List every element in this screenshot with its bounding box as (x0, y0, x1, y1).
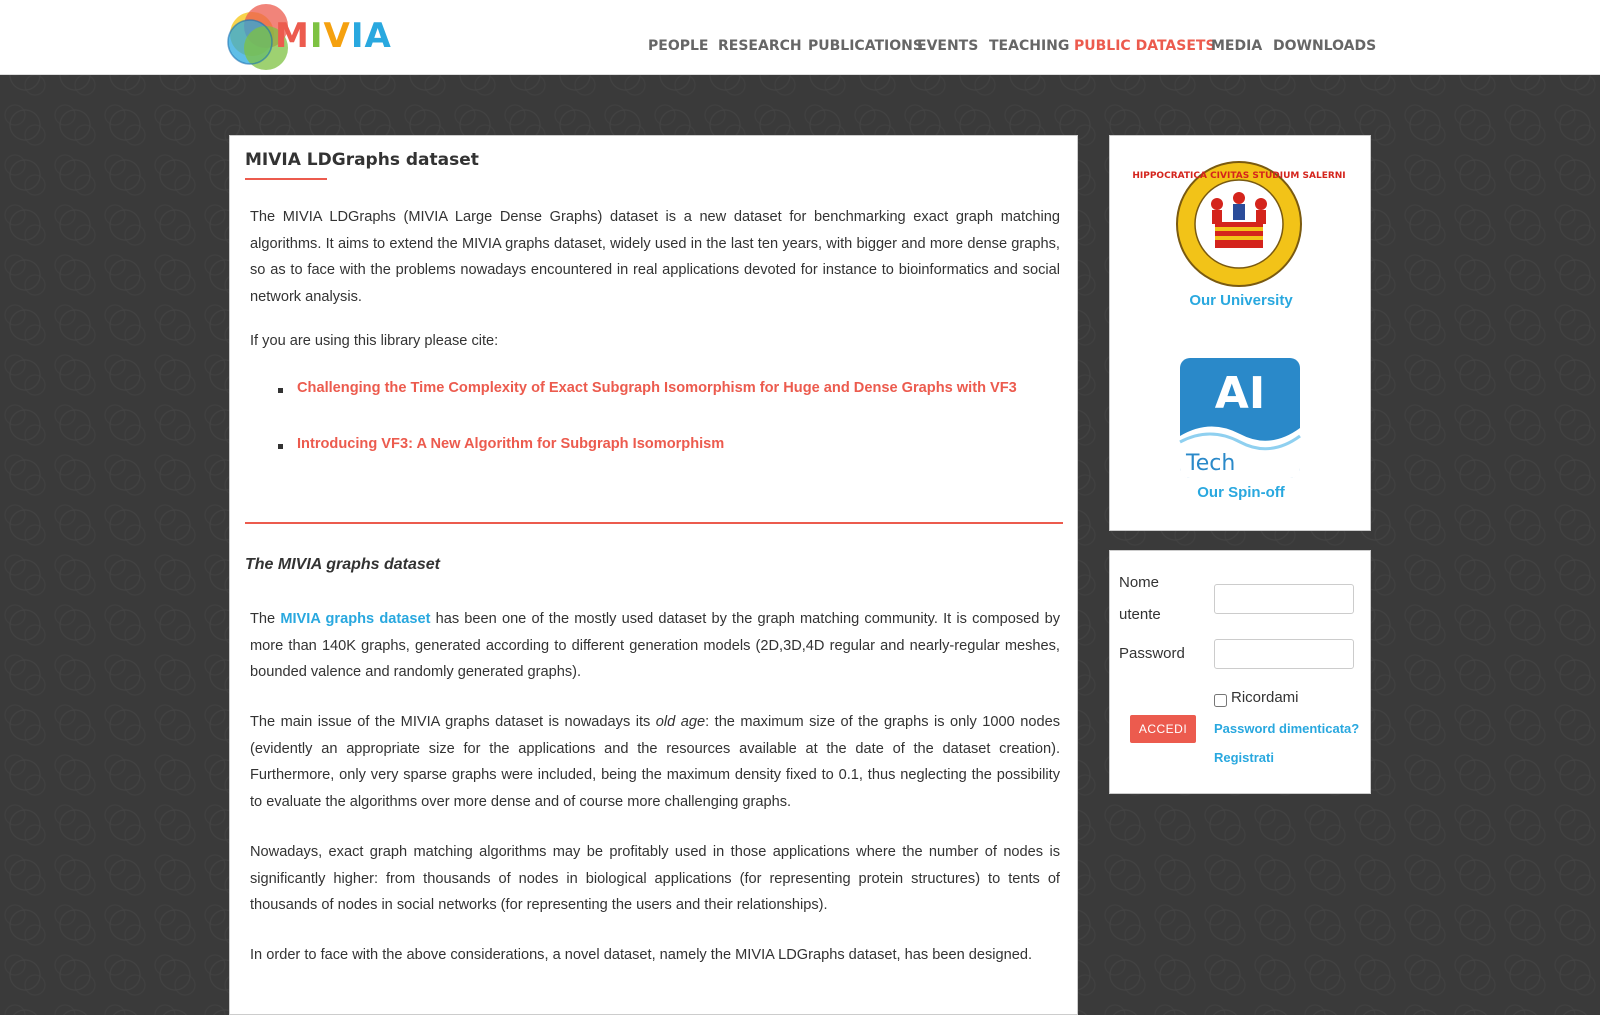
mivia-logo[interactable] (228, 2, 392, 72)
mivia-graphs-dataset-link[interactable]: MIVIA graphs dataset (280, 611, 431, 627)
nav-teaching[interactable]: TEACHING (989, 38, 1070, 54)
aitech-tech-text: Tech (1186, 451, 1236, 476)
password-input[interactable] (1214, 639, 1354, 669)
article-card (229, 135, 1078, 1015)
p2-emphasis: old age (655, 714, 706, 730)
aitech-logo-icon (1180, 358, 1300, 478)
university-seal[interactable] (1132, 160, 1346, 288)
top-bar (0, 0, 1600, 75)
username-label: Nome utente (1119, 574, 1161, 623)
university-seal-icon (1132, 160, 1346, 288)
login-button[interactable]: ACCEDI (1130, 715, 1196, 743)
citation-link-vf3-intro[interactable]: Introducing VF3: A New Algorithm for Subgraph Isomorphism (297, 436, 725, 452)
section-title: The MIVIA graphs dataset (245, 556, 440, 573)
nav-publications[interactable]: PUBLICATIONS (808, 38, 923, 54)
title-underline (245, 178, 327, 180)
p2-prefix: The main issue of the MIVIA graphs dataset is nowadays its (250, 714, 656, 730)
cite-prompt: If you are using this library please cite: (250, 333, 499, 349)
nav-people[interactable]: PEOPLE (648, 38, 709, 54)
forgot-password-link[interactable]: Password dimenticata? (1214, 721, 1360, 736)
our-university-link[interactable]: Our University (1189, 292, 1293, 309)
paragraph-conclusion: In order to face with the above considerations, a novel dataset, namely the MIVIA LDGraphs dataset, has been designed. (250, 947, 1033, 963)
register-link[interactable]: Registrati (1214, 750, 1274, 765)
p1-prefix: The (250, 611, 281, 627)
bullet-icon (278, 444, 283, 449)
nav-public-datasets[interactable]: PUBLIC DATASETS (1074, 38, 1216, 54)
citation-link-vf3-huge[interactable]: Challenging the Time Complexity of Exact Subgraph Isomorphism for Huge and Dense Graphs with VF3 (297, 380, 1017, 396)
bullet-icon (278, 388, 283, 393)
paragraph-old-age (250, 709, 1060, 815)
nav-downloads[interactable]: DOWNLOADS (1273, 38, 1377, 54)
section-divider (245, 522, 1063, 524)
nav-events[interactable]: EVENTS (917, 38, 979, 54)
aitech-logo[interactable] (1180, 358, 1300, 478)
aitech-ai-text: AI (1214, 368, 1266, 419)
remember-checkbox[interactable] (1214, 694, 1227, 707)
seal-text: HIPPOCRATICA CIVITAS STUDIUM SALERNI (1132, 171, 1346, 181)
paragraph-nowadays: Nowadays, exact graph matching algorithms may be profitably used in those applications where the number of nodes is significantly higher: from thousands of nodes in biological applications (for representing protein structures) to tents of thousands of nodes in social networks (for representing the users and their relationships). (250, 844, 1060, 913)
login-card (1109, 550, 1371, 794)
nav-research[interactable]: RESEARCH (718, 38, 802, 54)
article-title: MIVIA LDGraphs dataset (245, 150, 479, 170)
sidebar-links-card (1109, 135, 1371, 531)
logo-text: MIVIA (275, 16, 392, 56)
password-label: Password (1119, 645, 1185, 662)
intro-paragraph: The MIVIA LDGraphs (MIVIA Large Dense Graphs) dataset is a new dataset for benchmarking exact graph matching algorithms. It aims to extend the MIVIA graphs dataset, widely used in the last ten years, with bigger and more dense graphs, so as to face with the problems nowadays encountered in real applications devoted for instance to bioinformatics and social network analysis. (250, 209, 1060, 305)
p2-suffix: : the maximum size of the graphs is only 1000 nodes (evidently an appropriate size for the applications and the resources available at the date of the dataset creation). Furthermore, only very sparse graphs were included, being the maximum density fixed to 0.1, thus neglecting the possibility to evaluate the algorithms over more dense and of course more challenging graphs. (250, 714, 1061, 810)
our-spinoff-link[interactable]: Our Spin-off (1197, 484, 1285, 501)
paragraph-dataset (250, 606, 1060, 686)
username-input[interactable] (1214, 584, 1354, 614)
nav-media[interactable]: MEDIA (1211, 38, 1263, 54)
remember-label: Ricordami (1231, 689, 1299, 706)
p1-suffix: has been one of the mostly used dataset by the graph matching community. It is composed by more than 140K graphs, generated according to different generation models (2D,3D,4D regular and nearly-regular meshes, bounded valence and randomly generated graphs). (250, 611, 1061, 680)
